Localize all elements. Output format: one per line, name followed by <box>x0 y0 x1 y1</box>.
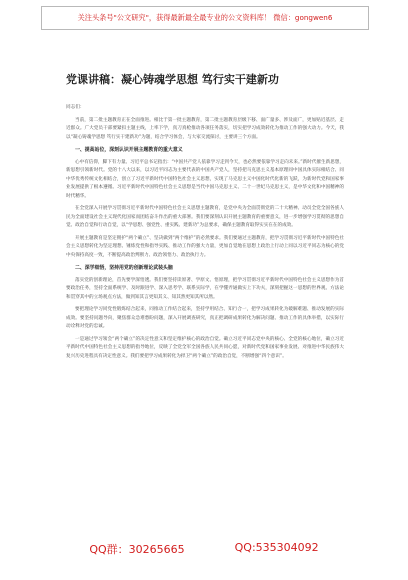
greeting: 同志们： <box>66 105 85 110</box>
contact-footer <box>0 541 408 557</box>
document-paragraphs <box>66 117 344 362</box>
section-heading: 二、深学细悟，坚持用党的创新理论武装头脑 <box>75 265 173 271</box>
paragraph: 在全党深入开展学习贯彻习近平新时代中国特色社会主义思想主题教育，是党中央为全面贯彻党的二十大精神、动员全党全国各族人民为全面建设社会主义现代化国家而团结奋斗作出的重大部署。我们要深刻认识开展主题教育的重要意义，进一步增强学习贯彻的思想自觉、政治自觉和行动自觉，以“学思想、强党性、重实践、建新功”为总要求，确保主题教育取得实实在在的成效。 <box>66 206 344 228</box>
paragraph: 当前，第二批主题教育正在全面推进。相比于第一批主题教育，第二批主题教育层级下移、面广量多、涉及面广，更加贴近基层、走近群众。广大党员干部要紧扣主题主线，上率下学，真刀真枪推动各项任务落实，切实把学习成效转化为推动工作的强大动力。今天，我以“凝心铸魂学思想 笃行实干建新功”为题，结合学习体会，与大家交流探讨，主要讲三个方面。 <box>66 117 344 140</box>
promo-banner-text: 关注头条号"公文研究"，获得最新最全最专业的公文资料库！ 微信：gongwen6 <box>77 13 333 22</box>
paragraph: 开展主题教育是坚定拥护“两个确立”、坚决做到“两个维护”的必然要求。我们要通过主题教育，把学习贯彻习近平新时代中国特色社会主义思想转化为坚定理想、锤炼党性和指导实践、推动工作的强大力量，更加自觉地在思想上政治上行动上同以习近平同志为核心的党中央保持高度一致，不断提高政治判断力、政治领悟力、政治执行力。 <box>66 235 344 258</box>
paragraph: 心中有信仰，脚下有力量。习近平总书记指出：“中国共产党人依靠学习走到今天，也必然要依靠学习走向未来。”新时代催生新思想，新思想引领新时代。党的十八大以来，以习近平同志为主要代表的中国共产党人，坚持把马克思主义基本原理同中国具体实际相结合、同中华优秀传统文化相结合，创立了习近平新时代中国特色社会主义思想，实现了马克思主义中国化时代化新的飞跃，为新时代党和国家事业发展提供了根本遵循。习近平新时代中国特色社会主义思想是当代中国马克思主义、二十一世纪马克思主义，是中华文化和中国精神的时代精华。 <box>66 159 344 199</box>
document-body <box>66 104 344 365</box>
paragraph: 一是通过学习领会“两个确立”的决定性意义和坚定维护核心的政治自觉。确立习近平同志党中央的核心、全党的核心地位，确立习近平新时代中国特色社会主义思想的指导地位，反映了全党全军全国各族人民共同心愿，对新时代党和国家事业发展、对推进中华民族伟大复兴历史进程具有决定性意义。我们要把学习成果转化为捍卫“两个确立”的政治自觉，不断增强“四个意识”。 <box>66 336 344 359</box>
qq-label: QQ:535304092 <box>234 541 319 554</box>
paragraph: 要把理论学习同党性锻炼结合起来，同推动工作结合起来，坚持学用结合、知行合一，把学习成果转化为破解难题、推动发展的实际成效。要坚持问题导向，聚焦群众急难愁盼问题，深入开展调查研究，真正把调研成果转化为解决问题、推动工作的具体举措，以实际行动诠释对党的忠诚。 <box>66 307 344 329</box>
promo-banner <box>41 6 369 30</box>
paragraph: 落实党的创新理论，首先要学深悟透。我们要坚持读原著、学原文、悟原理，把学习贯彻习近平新时代中国特色社会主义思想作为首要政治任务，坚持全面系统学、及时跟进学、深入思考学、联系实际学，在学懂弄通做实上下功夫，深刻把握这一思想的世界观、方法论和贯穿其中的立场观点方法，做到知其言更知其义、知其然更知其所以然。 <box>66 277 344 300</box>
document-title: 党课讲稿：凝心铸魂学思想 笃行实干建新功 <box>66 73 279 86</box>
qq-group-label: QQ群：30265665 <box>89 543 185 556</box>
section-heading: 一、提高站位，深刻认识开展主题教育的重大意义 <box>75 147 183 153</box>
